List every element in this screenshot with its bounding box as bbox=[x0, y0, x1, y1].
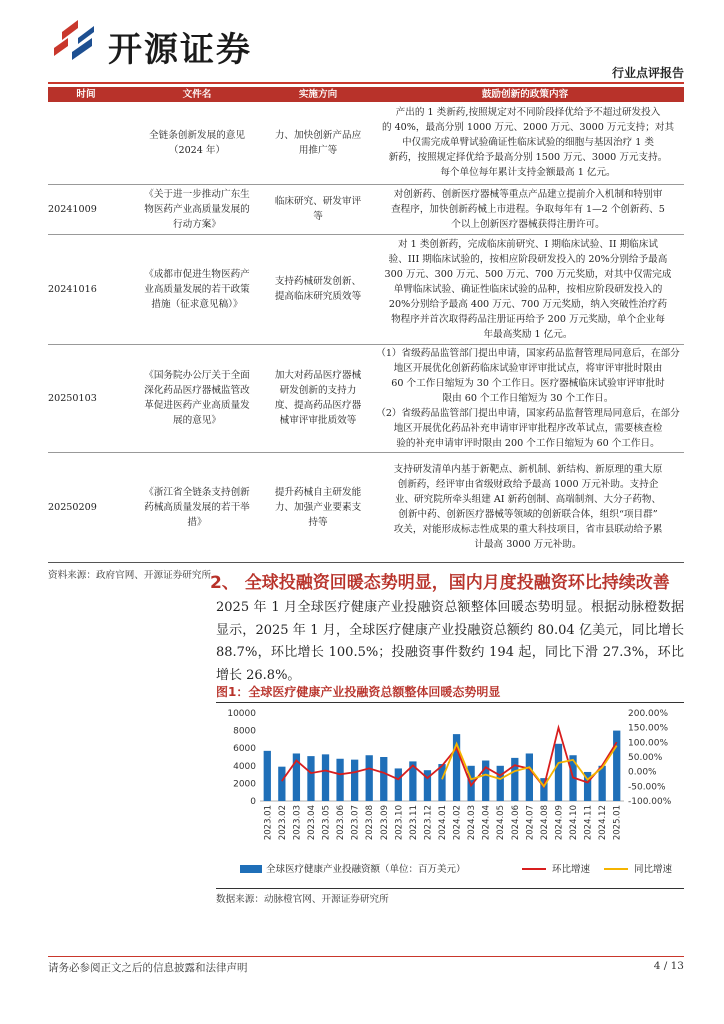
bar-2024.12 bbox=[599, 766, 606, 801]
legend-yoy-label: 同比增速 bbox=[634, 864, 673, 875]
investment-chart bbox=[216, 703, 684, 887]
x-tick-label: 2024.01 bbox=[438, 805, 448, 841]
cell-direction-line: 提升药械自主研发能 bbox=[274, 486, 362, 498]
cell-content-line: 地区开展优化药品补充申请审评审批程序改革试点，需要核查检 bbox=[393, 422, 663, 434]
bar-2023.07 bbox=[351, 760, 358, 801]
cell-content-line: 每个单位每年累计支持金额最高 1 亿元。 bbox=[440, 167, 616, 179]
x-tick-label: 2023.08 bbox=[365, 805, 376, 841]
header-divider bbox=[48, 82, 684, 84]
cell-file-line: 革促进医药产业高质量发 bbox=[144, 400, 250, 411]
x-tick-label: 2023.06 bbox=[336, 805, 347, 841]
table-source: 资料来源：政府官网、开源证券研究所 bbox=[48, 569, 212, 581]
cell-time: 20250209 bbox=[48, 452, 124, 562]
left-axis-tick-label: 2000 bbox=[233, 779, 256, 790]
cell-content-line: 个以上创新医疗器械获得注册许可。 bbox=[451, 218, 605, 230]
x-tick-label: 2024.10 bbox=[569, 805, 580, 841]
cell-content-line: 年最高奖励 1 亿元。 bbox=[483, 328, 573, 340]
left-axis-tick-label: 4000 bbox=[233, 761, 256, 772]
x-tick-label: 2023.11 bbox=[408, 805, 419, 841]
cell-content-line: 查程序，加快创新药械上市进程。争取每年有 1—2 个创新药、5 bbox=[391, 203, 665, 215]
right-axis-tick-label: 200.00% bbox=[628, 709, 669, 719]
x-tick-label: 2023.05 bbox=[321, 805, 332, 841]
cell-content-line: 单臂临床试验、确证性临床试验的品种，按相应阶段研发投入的 bbox=[393, 283, 663, 295]
figure-bottom-rule bbox=[216, 888, 684, 889]
x-tick-label: 2023.07 bbox=[350, 805, 361, 841]
left-axis-tick-label: 6000 bbox=[233, 744, 256, 755]
cell-time: 20241016 bbox=[48, 234, 124, 344]
figure-title: 图1：全球医疗健康产业投融资总额整体回暖态势明显 bbox=[216, 685, 501, 699]
x-tick-label: 2024.08 bbox=[539, 805, 550, 841]
right-axis-tick-label: 50.00% bbox=[628, 753, 663, 763]
cell-time: 20241009 bbox=[48, 184, 124, 234]
cell-file bbox=[124, 102, 270, 184]
bar-2023.06 bbox=[336, 759, 343, 801]
cell-file-line: 深化药品医疗器械监管改 bbox=[144, 385, 250, 396]
cell-file bbox=[124, 234, 270, 344]
legend-bar-label: 全球医疗健康产业投融资额（单位：百万美元） bbox=[266, 864, 466, 875]
table-row bbox=[48, 452, 684, 562]
cell-file-line: 《国务院办公厅关于全面 bbox=[144, 370, 250, 381]
cell-direction-line: 临床研究、研发审评 bbox=[274, 196, 362, 207]
cell-file-line: 《关于进一步推动广东生 bbox=[144, 188, 250, 200]
cell-content-line: 新药，按照规定择优给予最高分别 1500 万元、3000 万元支持。 bbox=[388, 152, 668, 164]
cell-content-line: 攻关，对能形成标志性成果的重大科技项目，省市县联动给予累 bbox=[393, 524, 663, 535]
cell-direction-line: 支持药械研发创新、 bbox=[274, 276, 362, 287]
cell-direction bbox=[270, 234, 366, 344]
cell-direction bbox=[270, 344, 366, 452]
x-tick-label: 2024.04 bbox=[481, 805, 492, 841]
x-tick-label: 2024.07 bbox=[525, 805, 536, 841]
cell-content bbox=[366, 234, 684, 344]
bar-2024.07 bbox=[526, 753, 533, 801]
footer-divider bbox=[48, 956, 684, 957]
bar-2023.09 bbox=[380, 757, 387, 801]
cell-content-line: 支持研发清单内基于新靶点、新机制、新结构、新原理的重大原 bbox=[393, 464, 663, 475]
mom-growth-line bbox=[282, 728, 617, 787]
right-axis-tick-label: 150.00% bbox=[628, 723, 669, 734]
x-tick-label: 2024.09 bbox=[554, 805, 565, 841]
legend-mom-label: 环比增速 bbox=[552, 864, 591, 875]
header-content: 鼓励创新的政策内容 bbox=[366, 87, 684, 102]
header-file: 文件名 bbox=[124, 87, 270, 102]
cell-direction-line: 械审评审批质效等 bbox=[279, 415, 357, 426]
cell-content-line: 对 1 类创新药，完成临床前研究、I 期临床试验、II 期临床试 bbox=[398, 238, 658, 250]
cell-content bbox=[366, 102, 684, 184]
cell-content bbox=[366, 184, 684, 234]
cell-content-line: 计最高 3000 万元补助。 bbox=[474, 539, 582, 550]
table-row bbox=[48, 184, 684, 234]
cell-content-line: 地区开展优化创新药临床试验审评审批试点，将审评审批时限由 bbox=[393, 362, 663, 374]
cell-content-line: 产出的 1 类新药,按照规定对不同阶段择优给予不超过研发投入 bbox=[395, 107, 661, 119]
cell-file-line: 《成都市促进生物医药产 bbox=[144, 268, 250, 280]
bar-2024.09 bbox=[555, 744, 562, 801]
cell-time bbox=[48, 102, 124, 184]
cell-content-line: 验的补充申请审评时限由 200 个工作日缩短为 60 个工作日。 bbox=[396, 437, 660, 449]
cell-direction bbox=[270, 452, 366, 562]
right-axis-tick-label: -100.00% bbox=[628, 797, 672, 807]
bar-2023.08 bbox=[366, 755, 373, 801]
left-axis-tick-label: 8000 bbox=[233, 726, 256, 737]
bar-2025.01 bbox=[613, 731, 620, 801]
left-axis-tick-label: 10000 bbox=[227, 709, 256, 719]
cell-content-line: 60 个工作日缩短为 30 个工作日。医疗器械临床试验审评审批时 bbox=[391, 377, 665, 389]
legend-bar-swatch bbox=[240, 865, 262, 873]
cell-direction-line: 度、提高药品医疗器 bbox=[274, 400, 362, 411]
cell-file-line: 药械高质量发展的若干举 bbox=[144, 501, 250, 513]
x-tick-label: 2024.11 bbox=[583, 805, 594, 841]
table-body bbox=[48, 102, 684, 562]
figure-source: 数据来源：动脉橙官网、开源证券研究所 bbox=[216, 894, 389, 905]
header-direction: 实施方向 bbox=[270, 87, 366, 102]
page-number: 4 / 13 bbox=[653, 960, 684, 972]
bar-2023.01 bbox=[264, 751, 271, 801]
bar-2023.05 bbox=[322, 754, 329, 801]
cell-direction-line: 提高临床研究质效等 bbox=[274, 291, 362, 302]
table-header-row bbox=[48, 87, 684, 102]
x-tick-label: 2023.12 bbox=[423, 805, 434, 841]
brand-name: 开源证券 bbox=[108, 30, 252, 70]
cell-content-line: 中仅需完成单臂试验确证性临床试验的细胞与基因治疗 1 类 bbox=[401, 137, 655, 149]
cell-content-line: 创新中药、创新医疗器械等领域的创新联合体，组织“项目群” bbox=[398, 509, 658, 520]
cell-content bbox=[366, 452, 684, 562]
cell-content-line: （1）省级药品监管部门提出申请，国家药品监督管理局同意后，在部分 bbox=[376, 347, 680, 359]
cell-file-line: 行动方案》 bbox=[173, 218, 221, 230]
cell-content-line: 物程序并首次取得药品注册证再给予 200 万元奖励，单个企业每 bbox=[391, 313, 665, 325]
cell-file-line: 措施（征求意见稿）》 bbox=[151, 298, 243, 310]
cell-content-line: 验、III 期临床试验的，按相应阶段研发投入的 20%分别给予最高 bbox=[388, 253, 668, 265]
cell-content-line: 300 万元、300 万元、500 万元、700 万元奖励，对其中仅需完成 bbox=[384, 268, 672, 280]
table-row bbox=[48, 102, 684, 184]
bar-2023.04 bbox=[307, 756, 314, 801]
x-tick-label: 2024.02 bbox=[452, 805, 463, 841]
table-row bbox=[48, 234, 684, 344]
cell-content bbox=[366, 344, 684, 452]
bar-2024.05 bbox=[497, 766, 504, 801]
x-tick-label: 2023.03 bbox=[292, 805, 303, 841]
bar-2024.01 bbox=[438, 764, 445, 801]
bar-2023.02 bbox=[278, 767, 285, 801]
cell-file bbox=[124, 184, 270, 234]
cell-time: 20250103 bbox=[48, 344, 124, 452]
cell-direction-line: 等 bbox=[313, 211, 323, 222]
cell-file-line: 展的意见》 bbox=[173, 415, 221, 426]
x-tick-label: 2023.10 bbox=[394, 805, 405, 841]
report-type: 行业点评报告 bbox=[611, 66, 684, 80]
bar-2023.10 bbox=[395, 768, 402, 801]
brand-logo-icon bbox=[48, 18, 102, 66]
cell-file bbox=[124, 452, 270, 562]
right-axis-tick-label: 100.00% bbox=[628, 738, 669, 749]
x-tick-label: 2023.04 bbox=[306, 805, 317, 841]
x-tick-label: 2023.02 bbox=[277, 805, 288, 841]
table-row bbox=[48, 344, 684, 452]
cell-content-line: 20%分别给予最高 400 万元、700 万元奖励，纳入突破性治疗药 bbox=[388, 298, 668, 310]
cell-file-line: 业高质量发展的若干政策 bbox=[144, 283, 250, 295]
footer-disclaimer: 请务必参阅正文之后的信息披露和法律声明 bbox=[48, 962, 248, 974]
header-time: 时间 bbox=[48, 87, 124, 102]
cell-file-line: （2024 年） bbox=[168, 144, 226, 156]
cell-direction-line: 持等 bbox=[308, 516, 328, 528]
cell-content-line: 创新药，经评审由省级财政给予最高 1000 万元补助。支持企 bbox=[397, 479, 659, 490]
cell-content-line: 对创新药、创新医疗器械等重点产品建立提前介入机制和特别审 bbox=[393, 188, 663, 200]
cell-direction bbox=[270, 184, 366, 234]
section-body: 2025 年 1 月全球医疗健康产业投融资总额整体回暖态势明显。根据动脉橙数据显示，2025 年 1 月，全球医疗健康产业投融资总额约 80.04 亿美元，同比增长 88.7%，环比增长 100.5%；投融资事件数约 194 起，同比下滑 27.3%，环比增长 26.8%。 bbox=[216, 600, 684, 683]
cell-file-line: 全链条创新发展的意见 bbox=[149, 129, 245, 141]
cell-file bbox=[124, 344, 270, 452]
right-axis-tick-label: 0.00% bbox=[628, 767, 657, 778]
x-tick-label: 2023.09 bbox=[379, 805, 390, 841]
x-tick-label: 2024.06 bbox=[510, 805, 521, 841]
section-title: 2、 全球投融资回暖态势明显，国内月度投融资环比持续改善 bbox=[210, 573, 670, 593]
x-tick-label: 2024.12 bbox=[598, 805, 609, 841]
cell-direction-line: 力、加快创新产品应 bbox=[274, 129, 362, 141]
cell-content-line: （2）省级药品监管部门提出申请，国家药品监督管理局同意后，在部分 bbox=[376, 407, 680, 419]
cell-file-line: 《浙江省全链条支持创新 bbox=[144, 486, 250, 498]
page-header bbox=[48, 18, 684, 86]
cell-direction bbox=[270, 102, 366, 184]
cell-file-line: 措》 bbox=[187, 516, 207, 528]
cell-direction-line: 用推广等 bbox=[298, 144, 338, 156]
cell-content-line: 业、研究院所牵头组建 AI 新药创制、高端制剂、大分子药物、 bbox=[394, 494, 662, 505]
cell-direction-line: 加大对药品医疗器械 bbox=[274, 370, 362, 381]
policy-table bbox=[48, 87, 684, 563]
x-tick-label: 2023.01 bbox=[263, 805, 274, 841]
cell-file-line: 物医药产业高质量发展的 bbox=[144, 203, 250, 215]
left-axis-tick-label: 0 bbox=[250, 797, 256, 807]
x-tick-label: 2025.01 bbox=[612, 805, 623, 841]
x-tick-label: 2024.05 bbox=[496, 805, 507, 841]
right-axis-tick-label: -50.00% bbox=[628, 782, 666, 793]
cell-content-line: 限由 60 个工作日缩短为 30 个工作日。 bbox=[442, 392, 614, 404]
x-tick-label: 2024.03 bbox=[467, 805, 478, 841]
cell-content-line: 的 40%，最高分别 1000 万元、2000 万元、3000 万元支持；对其 bbox=[381, 122, 675, 134]
cell-direction-line: 力、加强产业要素支 bbox=[274, 501, 362, 513]
cell-direction-line: 研发创新的支持力 bbox=[279, 385, 357, 396]
